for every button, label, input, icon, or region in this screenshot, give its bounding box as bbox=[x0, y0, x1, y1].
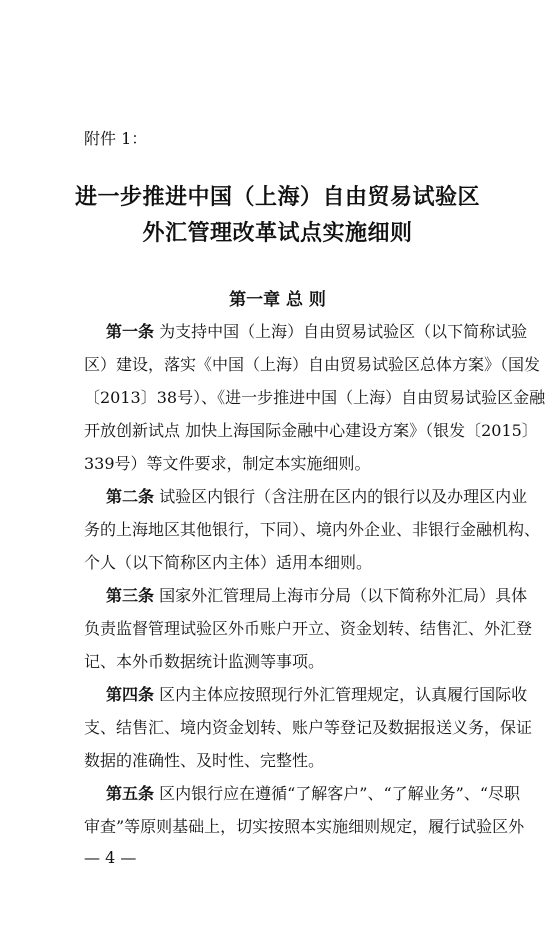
article-3-text: 国家外汇管理局上海市分局（以下简称外汇局）具体 bbox=[159, 586, 528, 605]
document-title-line-1: 进一步推进中国（上海）自由贸易试验区 bbox=[74, 184, 480, 210]
article-2-line-1 bbox=[106, 486, 527, 508]
attachment-label: 附件 1： bbox=[84, 129, 148, 148]
article-5-label: 第五条 bbox=[106, 784, 155, 803]
article-4-label: 第四条 bbox=[106, 685, 155, 704]
article-3-label: 第三条 bbox=[106, 586, 155, 605]
article-3-line-1 bbox=[106, 585, 527, 607]
article-1-line-4: 开放创新试点 加快上海国际金融中心建设方案》（银发〔2015〕 bbox=[84, 421, 538, 440]
article-1-line-1 bbox=[106, 321, 527, 343]
article-1-line-3: 〔2013〕38号）、《进一步推进中国（上海）自由贸易试验区金融 bbox=[84, 388, 546, 407]
article-4-text: 区内主体应按照现行外汇管理规定，认真履行国际收 bbox=[159, 685, 528, 704]
article-2-line-3: 个人（以下简称区内主体）适用本细则。 bbox=[84, 553, 373, 572]
article-5-line-2: 审查”等原则基础上，切实按照本实施细则规定，履行试验区外 bbox=[84, 817, 525, 836]
article-3-line-2: 负责监督管理试验区外币账户开立、资金划转、结售汇、外汇登 bbox=[84, 619, 533, 638]
chapter-heading: 第一章 总 则 bbox=[229, 290, 326, 310]
article-1-line-2: 区）建设，落实《中国（上海）自由贸易试验区总体方案》（国发 bbox=[84, 355, 541, 374]
article-1-line-5: 339号）等文件要求，制定本实施细则。 bbox=[84, 454, 371, 473]
article-2-label: 第二条 bbox=[106, 487, 155, 506]
article-5-line-1 bbox=[106, 783, 520, 805]
article-4-line-1 bbox=[106, 684, 527, 706]
page-number: — 4 — bbox=[84, 848, 137, 867]
document-title-line-2: 外汇管理改革试点实施细则 bbox=[142, 220, 413, 246]
article-1-text: 为支持中国（上海）自由贸易试验区（以下简称试验 bbox=[159, 322, 528, 341]
article-2-text: 试验区内银行（含注册在区内的银行以及办理区内业 bbox=[159, 487, 528, 506]
article-1-label: 第一条 bbox=[106, 322, 155, 341]
article-4-line-3: 数据的准确性、及时性、完整性。 bbox=[84, 751, 325, 770]
article-5-text: 区内银行应在遵循“了解客户”、“了解业务”、“尽职 bbox=[159, 784, 521, 803]
article-3-line-3: 记、本外币数据统计监测等事项。 bbox=[84, 652, 325, 671]
article-2-line-2: 务的上海地区其他银行，下同）、境内外企业、非银行金融机构、 bbox=[84, 520, 541, 539]
article-4-line-2: 支、结售汇、境内资金划转、账户等登记及数据报送义务，保证 bbox=[84, 718, 533, 737]
